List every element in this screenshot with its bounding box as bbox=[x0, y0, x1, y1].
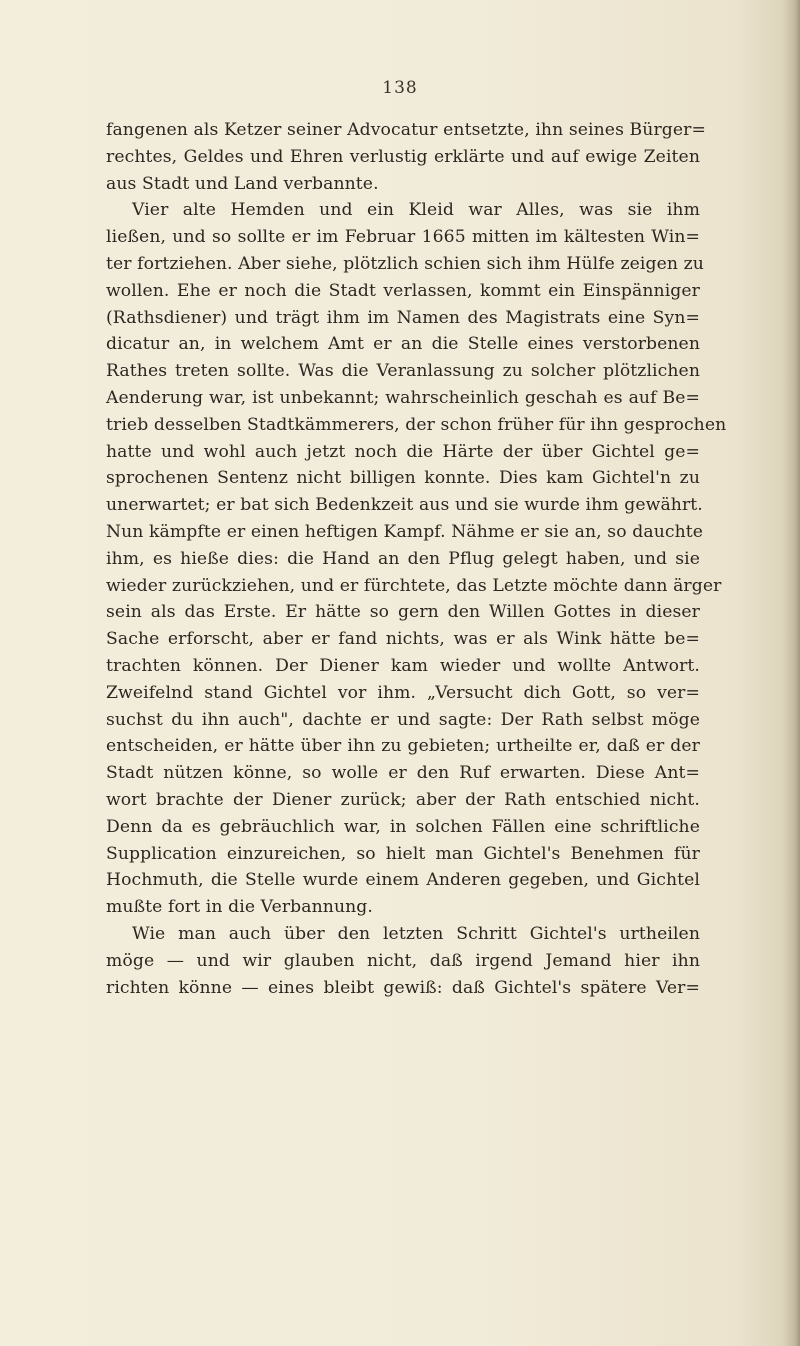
text-line: Denn da es gebräuchlich war, in solchen Fällen eine schriftliche bbox=[106, 816, 700, 837]
text-line: ließen, und so sollte er im Februar 1665 mitten im kältesten Win= bbox=[106, 227, 700, 248]
text-line: trachten können. Der Diener kam wieder und wollte Antwort. bbox=[106, 655, 700, 676]
text-line: ihm, es hieße dies: die Hand an den Pflug gelegt haben, und sie bbox=[106, 548, 700, 569]
page-number: 138 bbox=[382, 78, 418, 98]
text-line: trieb desselben Stadtkämmerers, der schon früher für ihn gesprochen bbox=[106, 414, 727, 435]
text-line: (Rathsdiener) und trägt ihm im Namen des Magistrats eine Syn= bbox=[106, 307, 700, 328]
text-line: Wie man auch über den letzten Schritt Gichtel's urtheilen bbox=[132, 923, 700, 944]
text-line: Rathes treten sollte. Was die Veranlassung zu solcher plötzlichen bbox=[106, 361, 700, 382]
text-line: suchst du ihn auch", dachte er und sagte: Der Rath selbst möge bbox=[106, 709, 700, 730]
text-line: Hochmuth, die Stelle wurde einem Anderen gegeben, und Gichtel bbox=[106, 870, 700, 891]
text-line: wieder zurückziehen, und er fürchtete, das Letzte möchte dann ärger bbox=[106, 575, 722, 596]
body-text bbox=[106, 117, 727, 1001]
text-line: wollen. Ehe er noch die Stadt verlassen, kommt ein Einspänniger bbox=[106, 280, 700, 301]
text-line: Vier alte Hemden und ein Kleid war Alles, was sie ihm bbox=[132, 200, 700, 221]
text-line: mußte fort in die Verbannung. bbox=[106, 897, 373, 918]
text-line: fangenen als Ketzer seiner Advocatur entsetzte, ihn seines Bürger= bbox=[106, 120, 706, 140]
text-line: entscheiden, er hätte über ihn zu gebieten; urtheilte er, daß er der bbox=[106, 736, 700, 757]
text-line: dicatur an, in welchem Amt er an die Stelle eines verstorbenen bbox=[106, 334, 700, 355]
text-line: Sache erforscht, aber er fand nichts, was er als Wink hätte be= bbox=[106, 629, 700, 650]
text-line: unerwartet; er bat sich Bedenkzeit aus und sie wurde ihm gewährt. bbox=[106, 495, 703, 516]
text-line: möge — und wir glauben nicht, daß irgend Jemand hier ihn bbox=[106, 950, 700, 971]
text-line: aus Stadt und Land verbannte. bbox=[106, 173, 379, 194]
text-line: Aenderung war, ist unbekannt; wahrscheinlich geschah es auf Be= bbox=[106, 387, 700, 408]
text-line: Zweifelnd stand Gichtel vor ihm. „Versucht dich Gott, so ver= bbox=[106, 682, 700, 703]
text-line: rechtes, Geldes und Ehren verlustig erklärte und auf ewige Zeiten bbox=[106, 146, 700, 167]
text-line: hatte und wohl auch jetzt noch die Härte der über Gichtel ge= bbox=[106, 441, 700, 462]
text-line: wort brachte der Diener zurück; aber der Rath entschied nicht. bbox=[106, 789, 700, 810]
text-line: richten könne — eines bleibt gewiß: daß Gichtel's spätere Ver= bbox=[106, 977, 700, 998]
text-line: ter fortziehen. Aber siehe, plötzlich schien sich ihm Hülfe zeigen zu bbox=[106, 253, 704, 274]
page-edge-shadow bbox=[782, 0, 800, 1346]
text-line: Supplication einzureichen, so hielt man Gichtel's Benehmen für bbox=[106, 843, 700, 864]
text-line: Nun kämpfte er einen heftigen Kampf. Nähme er sie an, so dauchte bbox=[106, 521, 704, 542]
text-line: sprochenen Sentenz nicht billigen konnte. Dies kam Gichtel'n zu bbox=[106, 468, 700, 489]
text-line: Stadt nützen könne, so wolle er den Ruf erwarten. Diese Ant= bbox=[106, 763, 700, 784]
text-line: sein als das Erste. Er hätte so gern den Willen Gottes in dieser bbox=[106, 602, 700, 623]
